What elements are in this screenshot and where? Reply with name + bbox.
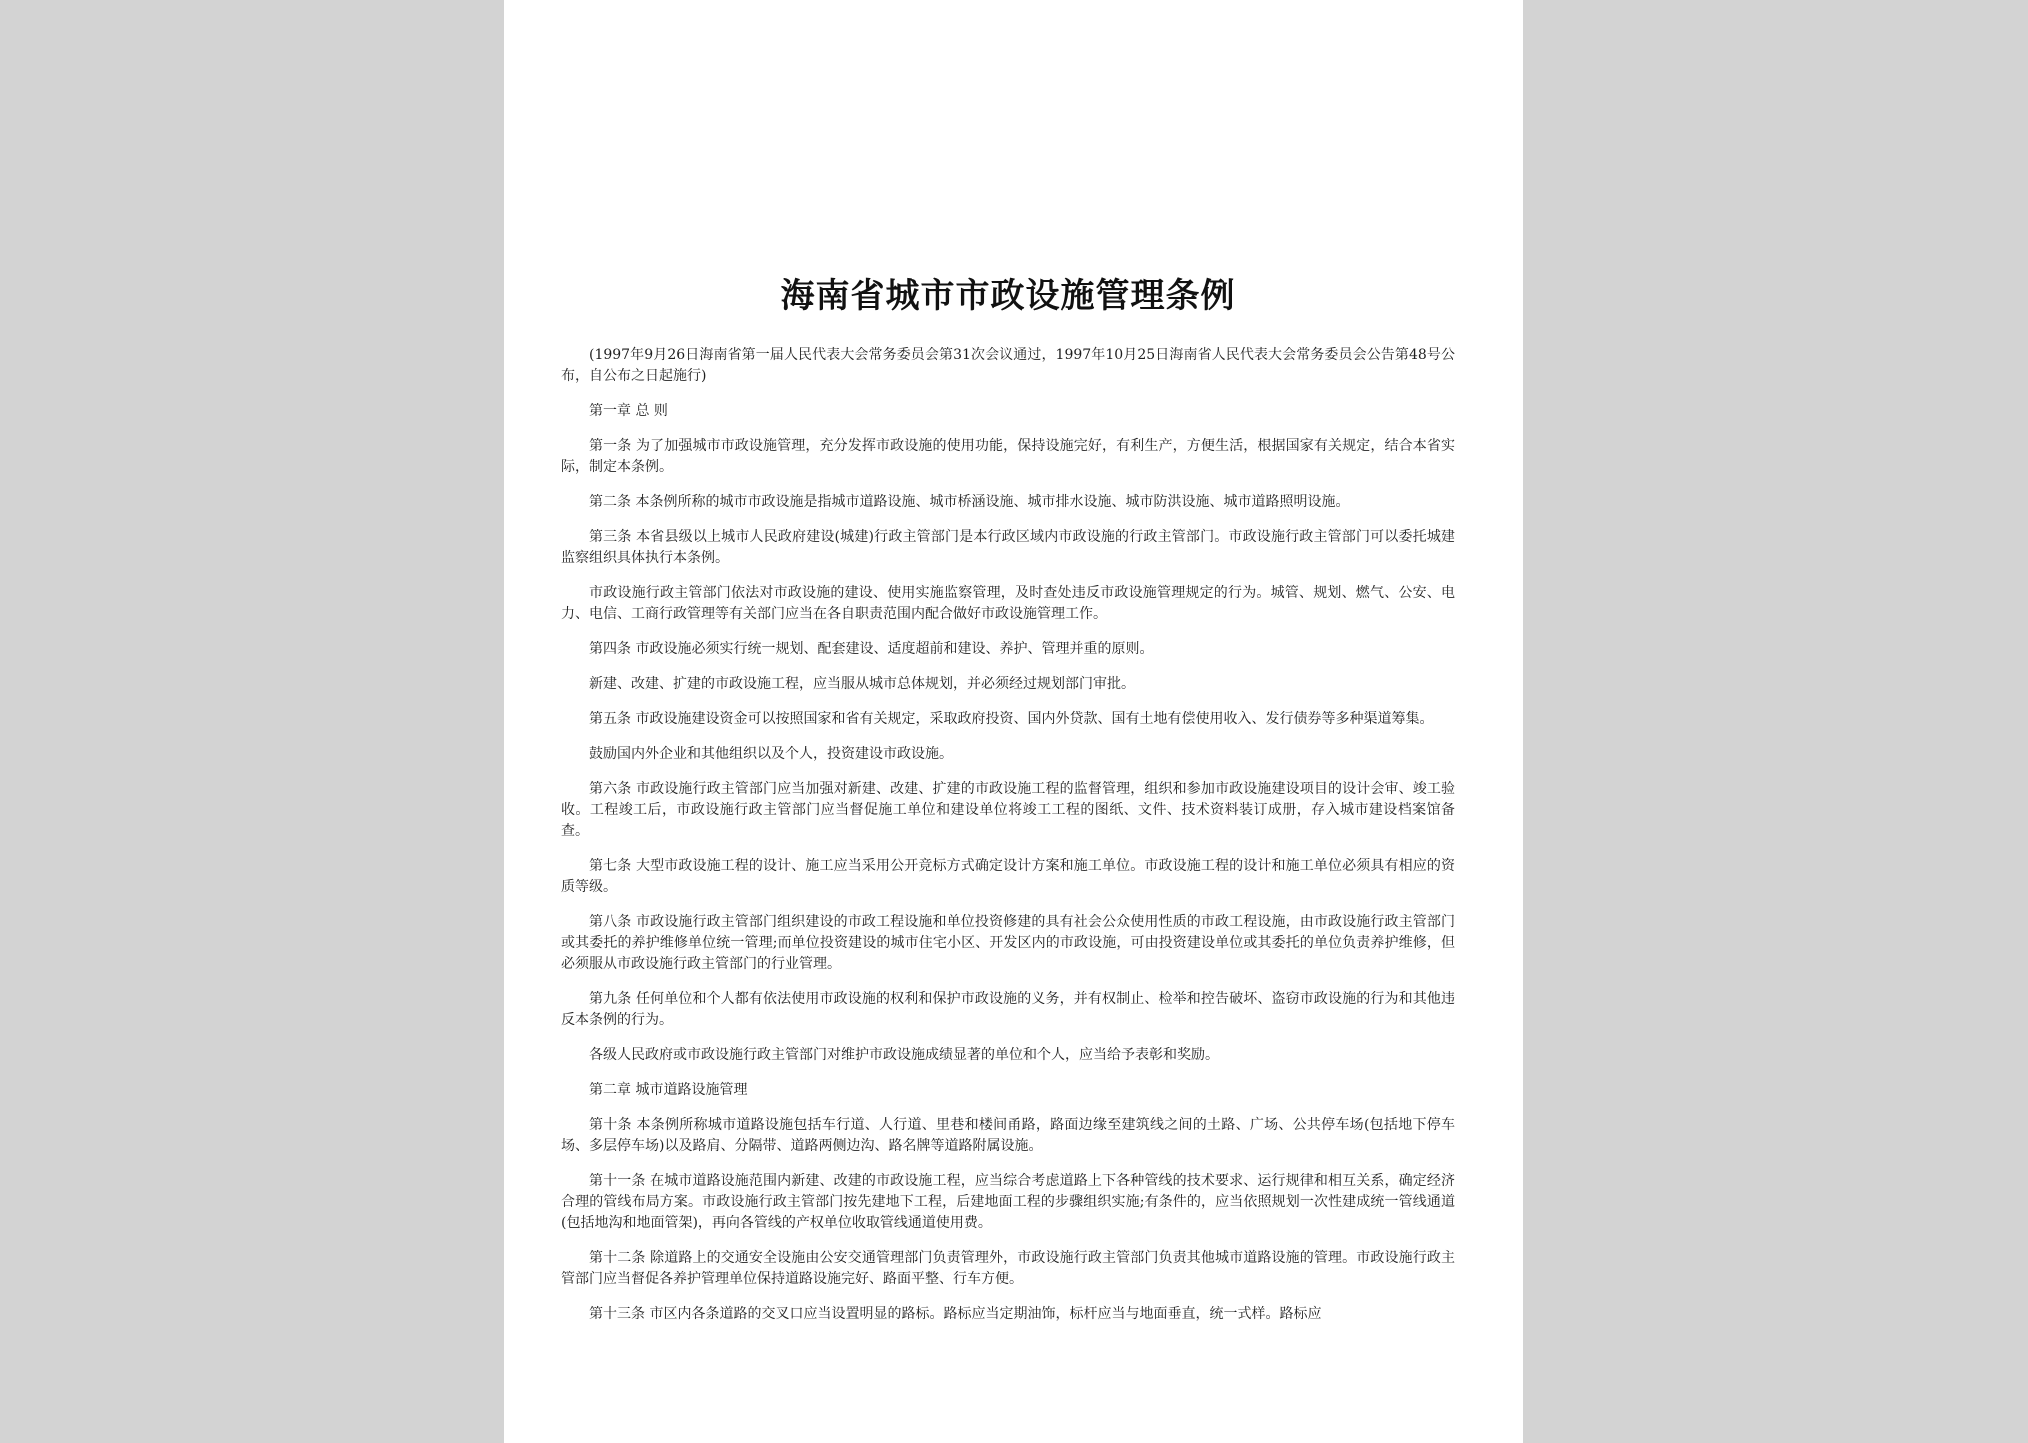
article-paragraph: 第十三条 市区内各条道路的交叉口应当设置明显的路标。路标应当定期油饰，标杆应当与地面垂直，统一式样。路标应 [589, 1306, 1322, 1322]
promulgation-note: (1997年9月26日海南省第一届人民代表大会常务委员会第31次会议通过，1997年10月25日海南省人民代表大会常务委员会公告第48号公布，自公布之日起施行) [561, 347, 1455, 384]
article-paragraph: 第十一条 在城市道路设施范围内新建、改建的市政设施工程，应当综合考虑道路上下各种管线的技术要求、运行规律和相互关系，确定经济合理的管线布局方案。市政设施行政主管部门按先建地下工程，后建地面工程的步骤组织实施;有条件的，应当依照规划一次性建成统一管线通道(包括地沟和地面管架)，再向各管线的产权单位收取管线通道使用费。 [561, 1173, 1455, 1231]
article-paragraph: 第十条 本条例所称城市道路设施包括车行道、人行道、里巷和楼间甬路，路面边缘至建筑线之间的土路、广场、公共停车场(包括地下停车场、多层停车场)以及路肩、分隔带、道路两侧边沟、路名牌等道路附属设施。 [561, 1117, 1455, 1154]
document-title: 海南省城市市政设施管理条例 [780, 276, 1236, 316]
article-paragraph: 第二条 本条例所称的城市市政设施是指城市道路设施、城市桥涵设施、城市排水设施、城市防洪设施、城市道路照明设施。 [589, 494, 1350, 510]
document-body [561, 345, 1455, 1325]
article-paragraph: 各级人民政府或市政设施行政主管部门对维护市政设施成绩显著的单位和个人，应当给予表彰和奖励。 [589, 1047, 1219, 1063]
article-paragraph: 新建、改建、扩建的市政设施工程，应当服从城市总体规划，并必须经过规划部门审批。 [589, 676, 1135, 692]
article-paragraph: 第九条 任何单位和个人都有依法使用市政设施的权利和保护市政设施的义务，并有权制止、检举和控告破坏、盗窃市政设施的行为和其他违反本条例的行为。 [561, 991, 1455, 1028]
article-paragraph: 第三条 本省县级以上城市人民政府建设(城建)行政主管部门是本行政区域内市政设施的行政主管部门。市政设施行政主管部门可以委托城建监察组织具体执行本条例。 [561, 529, 1455, 566]
chapter-heading: 第二章 城市道路设施管理 [589, 1082, 748, 1098]
article-paragraph: 第四条 市政设施必须实行统一规划、配套建设、适度超前和建设、养护、管理并重的原则。 [589, 641, 1154, 657]
article-paragraph: 第六条 市政设施行政主管部门应当加强对新建、改建、扩建的市政设施工程的监督管理，组织和参加市政设施建设项目的设计会审、竣工验收。工程竣工后，市政设施行政主管部门应当督促施工单位和建设单位将竣工工程的图纸、文件、技术资料装订成册，存入城市建设档案馆备查。 [561, 781, 1455, 839]
article-paragraph: 第八条 市政设施行政主管部门组织建设的市政工程设施和单位投资修建的具有社会公众使用性质的市政工程设施，由市政设施行政主管部门或其委托的养护维修单位统一管理;而单位投资建设的城市住宅小区、开发区内的市政设施，可由投资建设单位或其委托的单位负责养护维修，但必须服从市政设施行政主管部门的行业管理。 [561, 914, 1455, 972]
document-page [504, 0, 1523, 1443]
article-paragraph: 第七条 大型市政设施工程的设计、施工应当采用公开竞标方式确定设计方案和施工单位。市政设施工程的设计和施工单位必须具有相应的资质等级。 [561, 858, 1455, 895]
chapter-heading: 第一章 总 则 [589, 403, 668, 419]
article-paragraph: 第十二条 除道路上的交通安全设施由公安交通管理部门负责管理外，市政设施行政主管部门负责其他城市道路设施的管理。市政设施行政主管部门应当督促各养护管理单位保持道路设施完好、路面平整、行车方便。 [561, 1250, 1455, 1287]
article-paragraph: 第五条 市政设施建设资金可以按照国家和省有关规定，采取政府投资、国内外贷款、国有土地有偿使用收入、发行债券等多种渠道筹集。 [589, 711, 1434, 727]
article-paragraph: 市政设施行政主管部门依法对市政设施的建设、使用实施监察管理，及时查处违反市政设施管理规定的行为。城管、规划、燃气、公安、电力、电信、工商行政管理等有关部门应当在各自职责范围内配合做好市政设施管理工作。 [561, 585, 1455, 622]
article-paragraph: 鼓励国内外企业和其他组织以及个人，投资建设市政设施。 [589, 746, 953, 762]
article-paragraph: 第一条 为了加强城市市政设施管理，充分发挥市政设施的使用功能，保持设施完好，有利生产，方便生活，根据国家有关规定，结合本省实际，制定本条例。 [561, 438, 1455, 475]
